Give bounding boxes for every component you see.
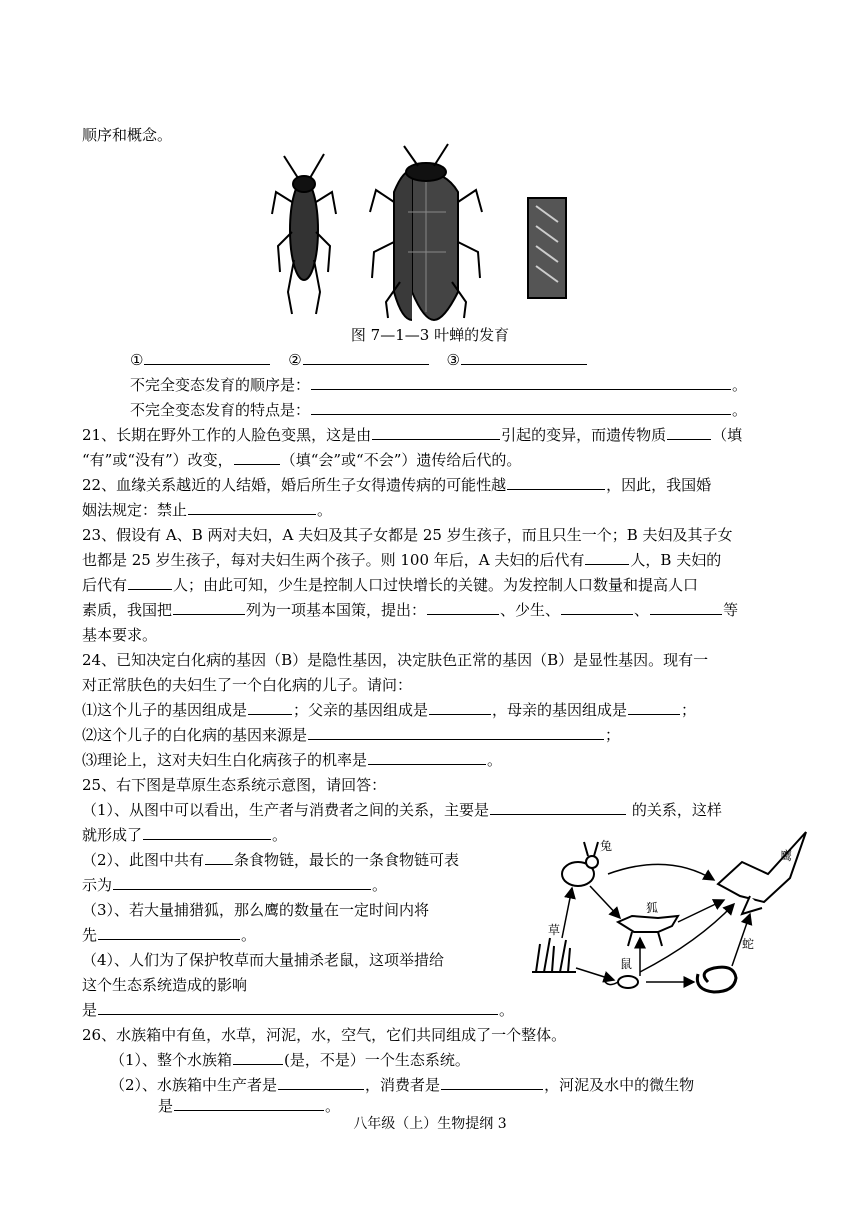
stage-3-label: ③ xyxy=(446,351,460,369)
producer-blank[interactable] xyxy=(278,1075,364,1090)
feature-blank[interactable] xyxy=(311,400,731,415)
decomposer-blank[interactable] xyxy=(174,1096,324,1111)
q25-part-1-line-2: 就形成了 。 xyxy=(82,826,288,844)
probability-blank[interactable] xyxy=(368,750,486,765)
ecosystem-blank[interactable] xyxy=(233,1050,283,1065)
q25-title: 25、右下图是草原生态系统示意图，请回答： xyxy=(82,776,387,794)
longest-chain-blank[interactable] xyxy=(113,875,371,890)
rabbit-label: 兔 xyxy=(600,839,613,853)
snake-icon xyxy=(697,967,736,992)
rabbit-icon xyxy=(562,842,598,886)
stage-2-label: ② xyxy=(288,351,302,369)
egg-icon xyxy=(528,198,566,298)
fox-label: 狐 xyxy=(646,901,659,915)
q25-part-4-line-1: （4）、人们为了保护牧草而大量捕杀老鼠，这项举措给 xyxy=(82,951,445,969)
q25-part-2-line-1: （2）、此图中共有 条食物链，最长的一条食物链可表 xyxy=(82,851,460,869)
mouse-label: 鼠 xyxy=(620,957,633,971)
grass-icon xyxy=(532,938,576,972)
stage-2-blank[interactable] xyxy=(303,350,429,365)
q22-blank-2[interactable] xyxy=(188,500,316,515)
mother-genotype-blank[interactable] xyxy=(628,700,680,715)
impact-blank[interactable] xyxy=(98,1000,498,1015)
relationship-blank[interactable] xyxy=(490,800,626,815)
q23-blank-5[interactable] xyxy=(561,600,633,615)
stage-1-blank[interactable] xyxy=(144,350,270,365)
grass-label: 草 xyxy=(548,923,561,937)
q23-line-2: 也都是 25 岁生孩子，每对夫妇生两个孩子。则 100 年后，A 夫妇的后代有 人，B 夫妇的 xyxy=(82,551,722,569)
q24-line-1: 24、已知决定白化病的基因（B）是隐性基因，决定肤色正常的基因（B）是显性基因。现有一 xyxy=(82,651,709,669)
q23-blank-6[interactable] xyxy=(650,600,722,615)
q21-blank-1[interactable] xyxy=(372,425,500,440)
q23-blank-3[interactable] xyxy=(173,600,245,615)
gene-source-blank[interactable] xyxy=(308,725,604,740)
q21-blank-2[interactable] xyxy=(667,425,711,440)
adult-leafhopper-icon xyxy=(370,144,482,320)
q23-blank-4[interactable] xyxy=(427,600,499,615)
q22-line-1: 22、血缘关系越近的人结婚，婚后所生子女得遗传病的可能性越 ，因此，我国婚 xyxy=(82,476,712,494)
q26-line-1: 26、水族箱中有鱼，水草，河泥，水，空气，它们共同组成了一个整体。 xyxy=(82,1026,567,1044)
q20-order: 不完全变态发育的顺序是： 。 xyxy=(130,376,748,394)
page-footer: 八年级（上）生物提纲 3 xyxy=(353,1116,507,1132)
q22-blank-1[interactable] xyxy=(507,475,605,490)
fox-icon xyxy=(618,916,678,946)
q23-line-3: 后代有 人；由此可知，少生是控制人口过快增长的关键。为发控制人口数量和提高人口 xyxy=(82,576,699,594)
stage-3-blank[interactable] xyxy=(461,350,587,365)
q26-part-1: （1）、整个水族箱 (是，不是）一个生态系统。 xyxy=(110,1051,470,1069)
q24-part-3: ⑶理论上，这对夫妇生白化病孩子的机率是 。 xyxy=(82,751,503,769)
q21-blank-3[interactable] xyxy=(234,450,280,465)
snake-label: 蛇 xyxy=(742,937,755,951)
consumer-blank[interactable] xyxy=(441,1075,543,1090)
leafhopper-figure xyxy=(262,142,592,322)
q21-line-1: 21、长期在野外工作的人脸色变黑，这是由 引起的变异，而遗传物质 （填 xyxy=(82,426,743,444)
q25-part-1-line-1: （1）、从图中可以看出，生产者与消费者之间的关系，主要是 的关系，这样 xyxy=(82,801,722,819)
q23-line-1: 23、假设有 A、B 两对夫妇，A 夫妇及其子女都是 25 岁生孩子，而且只生一个；B 夫妇及其子女 xyxy=(82,526,733,544)
q23-line-4: 素质，我国把 列为一项基本国策，提出： 、少生、 、 等 xyxy=(82,601,739,619)
q25-part-4-line-2: 这个生态系统造成的影响 xyxy=(82,976,248,994)
nymph-icon xyxy=(272,154,336,314)
order-blank[interactable] xyxy=(311,375,731,390)
q24-line-2: 对正常肤色的夫妇生了一个白化病的儿子。请问： xyxy=(82,676,413,694)
q21-line-2: “有”或“没有”）改变， （填“会”或“不会”）遗传给后代的。 xyxy=(82,451,522,469)
food-chain-blank[interactable] xyxy=(143,825,271,840)
q25-part-2-line-2: 示为 。 xyxy=(82,876,388,894)
q24-part-2: ⑵这个儿子的白化病的基因来源是 ； xyxy=(82,726,621,744)
q25-part-4-line-3: 是 。 xyxy=(82,1001,515,1019)
q26-part-2-line-1: （2）、水族箱中生产者是 ，消费者是 ，河泥及水中的微生物 xyxy=(110,1076,695,1094)
figure-caption: 图 7—1—3 叶蝉的发育 xyxy=(350,326,510,344)
q23-blank-2[interactable] xyxy=(128,575,172,590)
q26-part-2-line-2: 是 。 xyxy=(158,1097,341,1115)
q24-part-1: ⑴这个儿子的基因组成是 ；父亲的基因组成是 ，母亲的基因组成是 ； xyxy=(82,701,697,719)
q22-line-2: 姻法规定：禁止 。 xyxy=(82,501,333,519)
q23-line-5: 基本要求。 xyxy=(82,626,158,644)
intro-tail: 顺序和概念。 xyxy=(82,126,173,144)
q25-part-3-line-1: （3）、若大量捕猎狐，那么鹰的数量在一定时间内将 xyxy=(82,901,430,919)
eagle-icon xyxy=(718,832,806,914)
q23-blank-1[interactable] xyxy=(585,550,629,565)
eagle-change-blank[interactable] xyxy=(98,925,240,940)
food-web-diagram xyxy=(528,822,818,1002)
father-genotype-blank[interactable] xyxy=(429,700,491,715)
chain-count-blank[interactable] xyxy=(205,850,233,865)
q25-part-3-line-2: 先 。 xyxy=(82,926,257,944)
son-genotype-blank[interactable] xyxy=(248,700,292,715)
stage-1-label: ① xyxy=(130,351,144,369)
q20-feature: 不完全变态发育的特点是： 。 xyxy=(130,401,748,419)
q20-stage-blanks xyxy=(130,349,588,371)
eagle-label: 鹰 xyxy=(780,849,793,863)
